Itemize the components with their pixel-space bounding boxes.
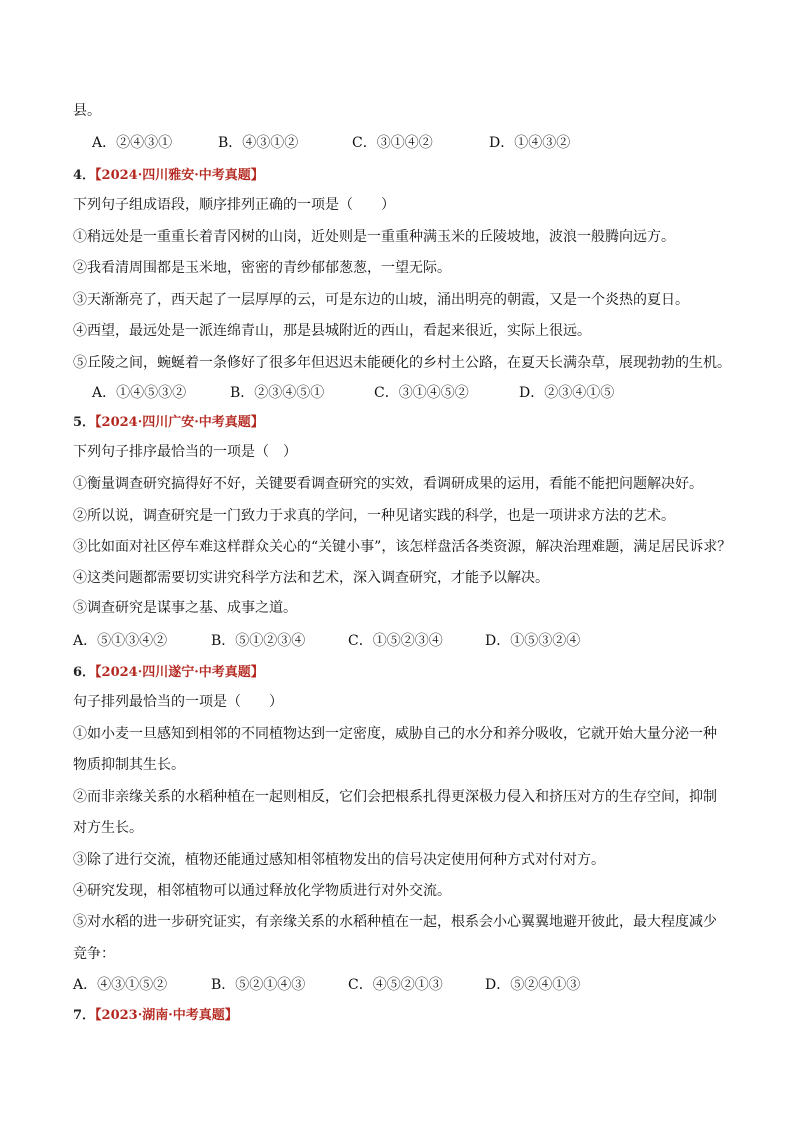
sentence-line: ④研究发现，相邻植物可以通过释放化学物质进行对外交流。 [73,883,451,899]
option-a: A．④③①⑤② [73,977,168,993]
option-d: D．①⑤③②④ [485,633,581,649]
question-stem: 下列句子组成语段，顺序排列正确的一项是（ ） [73,197,395,213]
question-source: 【2024·四川雅安·中考真题】 [95,168,264,183]
sentence-line: 物质抑制其生长。 [73,757,185,773]
option-a: A．①④⑤③② [92,385,187,401]
sentence-item: ③比如面对社区停车难这样群众关心的“关键小事”，该怎样盘活各类资源，解决治理难题，满足居民诉求？ [73,539,732,555]
option-d: D．①④③② [489,135,571,151]
option-b: B．⑤②①④③ [211,977,306,993]
question-4-header [73,166,734,186]
option-a: A．⑤①③④② [73,633,168,649]
prev-question-options [92,133,734,153]
option-c: C．③①④⑤② [374,385,469,401]
question-options [73,631,734,651]
option-c: C．①⑤②③④ [348,633,443,649]
question-5-header [73,413,734,433]
sentence-line: 竞争： [73,946,115,962]
sentence-item: ⑤丘陵之间，蜿蜒着一条修好了很多年但迟迟未能硬化的乡村土公路，在夏天长满杂草，展现勃勃的生机。 [73,355,731,371]
question-6-header [73,663,734,683]
sentence-item: ④这类问题都需要切实讲究科学方法和艺术，深入调查研究，才能予以解决。 [73,570,549,586]
question-options [92,383,734,403]
option-b: B．⑤①②③④ [211,633,306,649]
sentence-item: ①衡量调查研究搞得好不好，关键要看调查研究的实效，看调研成果的运用，看能不能把问题解决好。 [73,476,703,492]
option-c: C．③①④② [352,135,433,151]
question-number: 4． [73,168,96,183]
option-b: B．④③①② [218,135,299,151]
option-d: D．②③④①⑤ [519,385,615,401]
option-c: C．④⑤②①③ [348,977,443,993]
option-d: D．⑤②④①③ [485,977,581,993]
sentence-line: ①如小麦一旦感知到相邻的不同植物达到一定密度，威胁自己的水分和养分吸收，它就开始大量分泌一种 [73,726,717,742]
sentence-item: ③天渐渐亮了，西天起了一层厚厚的云，可是东边的山坡，涌出明亮的朝霞，又是一个炎热的夏日。 [73,292,689,308]
question-source: 【2023·湖南·中考真题】 [95,1008,238,1023]
question-options [73,975,734,995]
prev-question-tail: 县。 [73,103,101,119]
option-a: A．②④③① [92,135,173,151]
sentence-item: ⑤调查研究是谋事之基、成事之道。 [73,600,297,616]
sentence-item: ④西望，最远处是一派连绵青山，那是县城附近的西山，看起来很近，实际上很远。 [73,323,591,339]
question-source: 【2024·四川遂宁·中考真题】 [95,665,264,680]
sentence-item: ①稍远处是一重重长着青冈树的山岗，近处则是一重重种满玉米的丘陵坡地，波浪一般腾向远方。 [73,229,675,245]
question-source: 【2024·四川广安·中考真题】 [95,415,264,430]
sentence-line: ②而非亲缘关系的水稻种植在一起则相反，它们会把根系扎得更深极力侵入和挤压对方的生存空间，抑制 [73,789,717,805]
question-number: 6． [73,665,96,680]
sentence-line: 对方生长。 [73,820,143,836]
sentence-item: ②我看清周围都是玉米地，密密的青纱郁郁葱葱，一望无际。 [73,260,451,276]
question-number: 7． [73,1008,96,1023]
sentence-line: ③除了进行交流，植物还能通过感知相邻植物发出的信号决定使用何种方式对付对方。 [73,852,605,868]
question-7-header [73,1006,734,1026]
question-stem: 下列句子排序最恰当的一项是（ ） [73,444,297,460]
sentence-line: ⑤对水稻的进一步研究证实，有亲缘关系的水稻种植在一起，根系会小心翼翼地避开彼此，最大程度减少 [73,914,717,930]
sentence-item: ②所以说，调查研究是一门致力于求真的学问，一种见诸实践的科学，也是一项讲求方法的艺术。 [73,508,675,524]
question-number: 5． [73,415,96,430]
option-b: B．②③④⑤① [230,385,325,401]
question-stem: 句子排列最恰当的一项是（ ） [73,694,283,710]
